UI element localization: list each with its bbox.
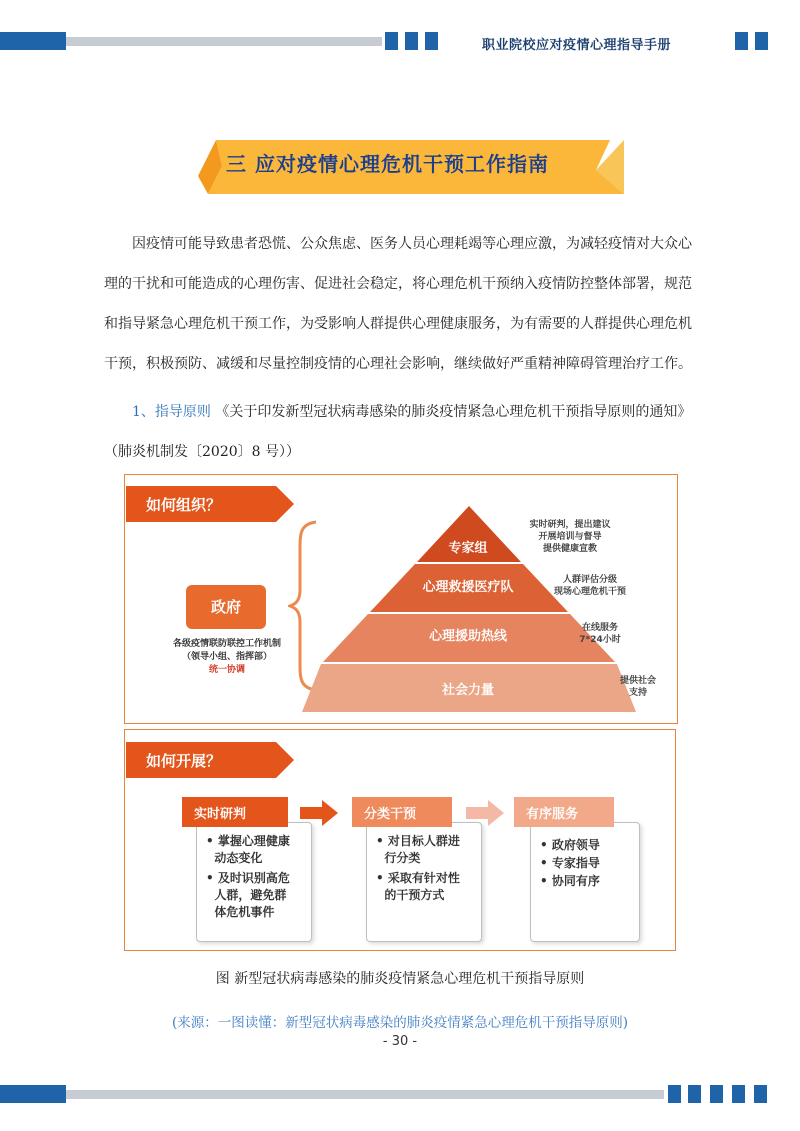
pyramid-label: 心理救援医疗队 (422, 580, 514, 595)
paragraph-line: 和指导紧急心理危机干预工作，为受影响人群提供心理健康服务，为有需要的人群提供心理危机 (104, 316, 692, 332)
header-block (425, 32, 438, 50)
develop-tab: 如何开展？ (146, 752, 222, 770)
reference-text-continued: （肺炎机制发〔2020〕8 号）） (104, 444, 300, 460)
header-title: 职业院校应对疫情心理指导手册 (482, 38, 672, 53)
step-bullet: • 掌握心理健康 动态变化 (206, 834, 290, 865)
pyramid-note: 提供社会 支持 (619, 676, 656, 698)
footer-block (688, 1085, 701, 1103)
pyramid-note: 实时研判，提出建议 开展培训与督导 提供健康宣教 (529, 520, 611, 554)
intro-paragraph (104, 224, 700, 384)
header-accent-bar (0, 32, 66, 50)
reference-line (132, 401, 691, 421)
section-title: 三 应对疫情心理危机干预工作指南 (226, 152, 549, 176)
step-title: 分类干预 (352, 797, 452, 827)
footer-block (732, 1085, 745, 1103)
pyramid-label: 心理援助热线 (428, 629, 507, 644)
footer-block (668, 1085, 681, 1103)
pyramid-note: 人群评估分级 现场心理危机干预 (553, 575, 626, 597)
step-bullet: • 专家指导 (540, 856, 600, 870)
step-title: 有序服务 (514, 797, 614, 827)
header-block (755, 32, 768, 50)
pyramid-note: 在线服务 7*24小时 (579, 623, 621, 645)
step-bullet: • 采取有针对性 的干预方式 (376, 871, 460, 902)
page-number: - 30 - (382, 1034, 418, 1049)
arrow-right-icon (300, 800, 340, 826)
paragraph-line: 因疫情可能导致患者恐慌、公众焦虑、医务人员心理耗竭等心理应激，为减轻疫情对大众心 (132, 236, 692, 252)
figure-caption: 图 新型冠状病毒感染的肺炎疫情紧急心理危机干预指导原则 (215, 971, 585, 987)
paragraph-line: 理的干扰和可能造成的心理伤害、促进社会稳定，将心理危机干预纳入疫情防控整体部署，规范 (104, 276, 692, 292)
reference-number: 1、 (132, 404, 155, 420)
step-bullet: • 及时识别高危 人群，避免群 体危机事件 (206, 871, 290, 919)
reference-label: 指导原则 (154, 404, 211, 420)
footer-accent-bar (0, 1085, 66, 1103)
government-groups: （领导小组、指挥部） (181, 652, 272, 662)
footer-block (754, 1085, 767, 1103)
header-block (385, 32, 398, 50)
pyramid-label: 社会力量 (441, 683, 494, 698)
header-block (405, 32, 418, 50)
government-mechanism: 各级疫情联防联控工作机制 (172, 639, 281, 649)
reference-text: 《关于印发新型冠状病毒感染的肺炎疫情紧急心理危机干预指导原则的通知》 (215, 404, 692, 420)
step-bullet: • 政府领导 (540, 838, 600, 852)
header-rule (66, 37, 382, 46)
step-title: 实时研判 (182, 797, 288, 827)
footer-rule (66, 1090, 664, 1099)
step-bullet: • 对目标人群进 行分类 (376, 834, 460, 865)
paragraph-line: 干预，积极预防、减缓和尽量控制疫情的心理社会影响，继续做好严重精神障碍管理治疗工作。 (104, 356, 692, 372)
pyramid-label: 专家组 (448, 541, 488, 556)
government-box: 政府 (186, 585, 266, 629)
header-block (735, 32, 748, 50)
government-coordination: 统一协调 (208, 665, 245, 675)
organize-tab: 如何组织？ (146, 496, 222, 514)
figure-source: (来源：一图读懂：新型冠状病毒感染的肺炎疫情紧急心理危机干预指导原则) (171, 1015, 629, 1031)
footer-block (710, 1085, 723, 1103)
step-bullet: • 协同有序 (540, 874, 600, 888)
